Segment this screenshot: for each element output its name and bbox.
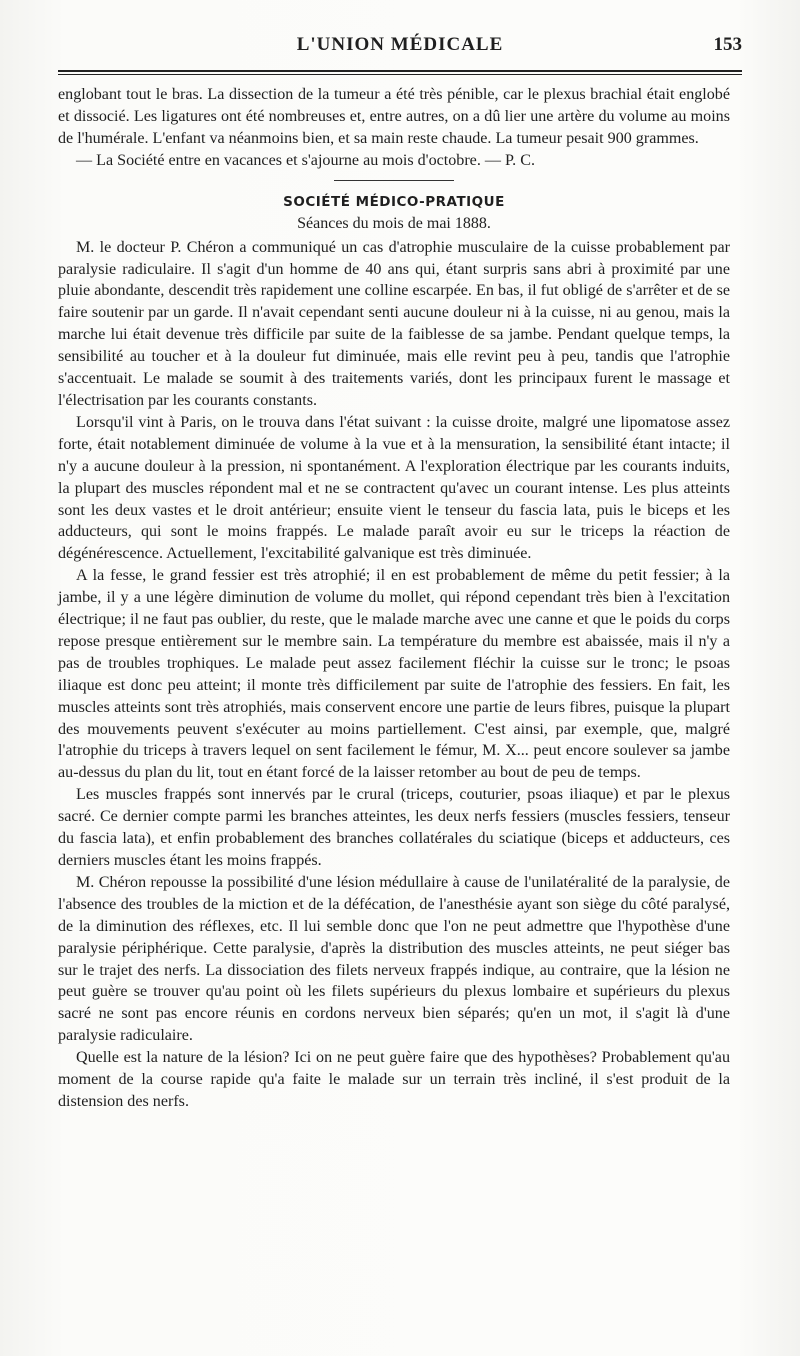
- closing-note: — La Société entre en vacances et s'ajourne au mois d'octobre. — P. C.: [76, 151, 535, 169]
- header-rule: [58, 70, 742, 75]
- article-body: [58, 84, 730, 1113]
- paragraph-4: Les muscles frappés sont innervés par le crural (triceps, couturier, psoas iliaque) et par le plexus sacré. Ce dernier compte parmi les branches atteintes, les deux nerfs fessiers (muscles fessiers, tenseur du fascia lata), et enfin probablement des branches collatérales du sciatique (biceps et adducteurs, ces derniers muscles étant les moins frappés.: [58, 786, 730, 869]
- page-number: 153: [713, 34, 742, 55]
- paragraph-5: M. Chéron repousse la possibilité d'une lésion médullaire à cause de l'unilatéralité de la paralysie, de l'absence des troubles de la miction et de la défécation, de l'anesthésie ayant son siège du côté paralysé, de la diminution des réflexes, etc. Il lui semble donc que l'on ne peut admettre que l'hypothèse d'une paralysie périphérique. Cette paralysie, d'après la distribution des muscles atteints, ne peut siéger bas sur le trajet des nerfs. La dissociation des filets nerveux frappés indique, au contraire, que la lésion ne peut guère se trouver qu'au point où les filets supérieurs du plexus lombaire et supérieurs du plexus sacré ne sont pas encore réunis en cordons nerveux bien séparés; qu'en un mot, il s'agit là d'une paralysie radiculaire.: [58, 873, 730, 1045]
- paragraph-3: A la fesse, le grand fessier est très atrophié; il en est probablement de même du petit fessier; à la jambe, il y a une légère diminution de volume du mollet, qui répond cependant très bien à l'excitation électrique; il ne faut pas oublier, du reste, que le malade marche avec une canne et que le poids du corps repose presque entièrement sur le membre sain. La température du membre est abaissée, mais il n'y a pas de troubles trophiques. Le malade peut assez facilement fléchir la cuisse sur le tronc; le psoas iliaque est donc peu atteint; il monte très difficilement par suite de l'atrophie des fessiers. En fait, les muscles atteints sont très atrophiés, mais conservent encore une partie de leurs fibres, puisque la plupart des mouvements peuvent s'exécuter au moins partiellement. C'est ainsi, par exemple, que, malgré l'atrophie du triceps à travers lequel on sent facilement le fémur, M. X... peut encore soulever sa jambe au-dessus du plan du lit, tout en étant forcé de la laisser retomber au bout de peu de temps.: [58, 567, 730, 782]
- section-divider: [334, 180, 454, 181]
- sitting-date: Séances du mois de mai 1888.: [297, 214, 491, 232]
- section-heading: SOCIÉTÉ MÉDICO-PRATIQUE: [283, 193, 505, 210]
- paragraph-2: Lorsqu'il vint à Paris, on le trouva dans l'état suivant : la cuisse droite, malgré une lipomatose assez forte, était notablement diminuée de volume à la vue et à la mensuration, la sensibilité étant intacte; il n'y a aucune douleur à la pression, ni spontanément. A l'exploration électrique par les courants induits, la plupart des muscles répondent mal et ne se contractent qu'avec un courant intense. Les plus atteints sont les deux vastes et le droit antérieur; ensuite vient le tenseur du fascia lata, puis le biceps et les adducteurs, qui sont le moins frappés. Le malade paraît avoir eu sur le triceps la réaction de dégénérescence. Actuellement, l'excitabilité galvanique est très diminuée.: [58, 413, 730, 563]
- running-title: L'UNION MÉDICALE: [296, 34, 504, 55]
- paragraph-6: Quelle est la nature de la lésion? Ici on ne peut guère faire que des hypothèses? Probablement qu'au moment de la course rapide qu'a faite le malade sur un terrain très incliné, il s'est produit de la distension des nerfs.: [58, 1049, 730, 1110]
- paragraph-1: M. le docteur P. Chéron a communiqué un cas d'atrophie musculaire de la cuisse probablement par paralysie radiculaire. Il s'agit d'un homme de 40 ans qui, étant surpris sans abri à proximité par une pluie abondante, descendit très rapidement une colline escarpée. En bas, il fut obligé de s'arrêter et de se faire soutenir par un garde. Il n'avait cependant senti aucune douleur ni à la cuisse, ni au genou, mais la marche lui était devenue très difficile par suite de la faiblesse de sa jambe. Pendant quelque temps, la sensibilité au toucher et à la douleur fut diminuée, mais elle revint peu à peu, tandis que l'atrophie s'accentuait. Le malade se soumit à des traitements variés, dont les principaux furent le massage et l'électrisation par les courants constants.: [58, 238, 730, 409]
- page-header: [58, 30, 742, 66]
- continued-paragraph: englobant tout le bras. La dissection de la tumeur a été très pénible, car le plexus brachial était englobé et dissocié. Les ligatures ont été nombreuses et, entre autres, on a dû lier une artère du volume au moins de l'humérale. L'enfant va néanmoins bien, et sa main reste chaude. La tumeur pesait 900 grammes.: [58, 86, 730, 147]
